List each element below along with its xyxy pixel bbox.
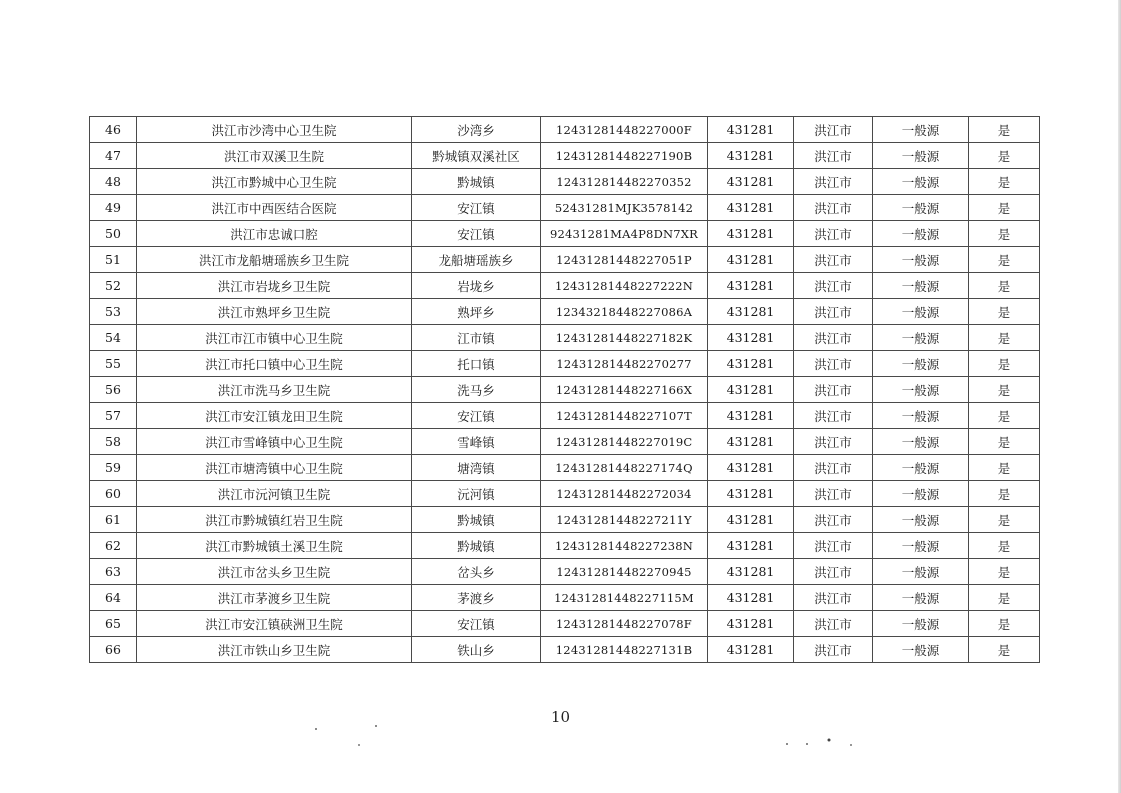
cell-credit-code: 92431281MA4P8DN7XR — [541, 221, 708, 247]
cell-city: 洪江市 — [794, 611, 873, 637]
table-row — [90, 533, 1040, 559]
cell-city: 洪江市 — [794, 637, 873, 663]
cell-index: 64 — [90, 585, 137, 611]
cell-city: 洪江市 — [794, 117, 873, 143]
cell-flag: 是 — [969, 429, 1040, 455]
cell-area-code: 431281 — [708, 143, 794, 169]
cell-location: 江市镇 — [412, 325, 541, 351]
cell-area-code: 431281 — [708, 507, 794, 533]
cell-location: 塘湾镇 — [412, 455, 541, 481]
cell-area-code: 431281 — [708, 585, 794, 611]
cell-source-type: 一般源 — [873, 169, 969, 195]
cell-flag: 是 — [969, 143, 1040, 169]
cell-facility-name: 洪江市茅渡乡卫生院 — [137, 585, 412, 611]
cell-index: 50 — [90, 221, 137, 247]
cell-location: 安江镇 — [412, 403, 541, 429]
cell-index: 65 — [90, 611, 137, 637]
cell-index: 58 — [90, 429, 137, 455]
cell-index: 59 — [90, 455, 137, 481]
table-row — [90, 351, 1040, 377]
cell-facility-name: 洪江市洗马乡卫生院 — [137, 377, 412, 403]
cell-area-code: 431281 — [708, 377, 794, 403]
cell-location: 安江镇 — [412, 221, 541, 247]
cell-credit-code: 12431281448227211Y — [541, 507, 708, 533]
cell-facility-name: 洪江市中西医结合医院 — [137, 195, 412, 221]
cell-location: 安江镇 — [412, 611, 541, 637]
cell-source-type: 一般源 — [873, 559, 969, 585]
cell-source-type: 一般源 — [873, 403, 969, 429]
cell-credit-code: 12431281448227000F — [541, 117, 708, 143]
cell-source-type: 一般源 — [873, 247, 969, 273]
cell-city: 洪江市 — [794, 429, 873, 455]
cell-flag: 是 — [969, 611, 1040, 637]
cell-location: 黔城镇 — [412, 507, 541, 533]
table-row — [90, 325, 1040, 351]
cell-area-code: 431281 — [708, 637, 794, 663]
cell-source-type: 一般源 — [873, 533, 969, 559]
cell-city: 洪江市 — [794, 351, 873, 377]
cell-source-type: 一般源 — [873, 351, 969, 377]
table-row — [90, 273, 1040, 299]
cell-city: 洪江市 — [794, 221, 873, 247]
table-row — [90, 299, 1040, 325]
cell-credit-code: 12343218448227086A — [541, 299, 708, 325]
cell-facility-name: 洪江市黔城镇土溪卫生院 — [137, 533, 412, 559]
cell-city: 洪江市 — [794, 195, 873, 221]
cell-source-type: 一般源 — [873, 325, 969, 351]
cell-city: 洪江市 — [794, 143, 873, 169]
cell-area-code: 431281 — [708, 481, 794, 507]
cell-facility-name: 洪江市安江镇龙田卫生院 — [137, 403, 412, 429]
cell-source-type: 一般源 — [873, 143, 969, 169]
table-row — [90, 143, 1040, 169]
table-row — [90, 377, 1040, 403]
cell-area-code: 431281 — [708, 273, 794, 299]
cell-city: 洪江市 — [794, 455, 873, 481]
cell-facility-name: 洪江市岔头乡卫生院 — [137, 559, 412, 585]
cell-location: 黔城镇 — [412, 533, 541, 559]
cell-credit-code: 12431281448227051P — [541, 247, 708, 273]
cell-flag: 是 — [969, 351, 1040, 377]
cell-flag: 是 — [969, 221, 1040, 247]
cell-source-type: 一般源 — [873, 507, 969, 533]
facility-table — [89, 116, 1040, 663]
cell-location: 洗马乡 — [412, 377, 541, 403]
cell-flag: 是 — [969, 169, 1040, 195]
cell-source-type: 一般源 — [873, 611, 969, 637]
cell-index: 66 — [90, 637, 137, 663]
cell-city: 洪江市 — [794, 559, 873, 585]
cell-area-code: 431281 — [708, 403, 794, 429]
cell-area-code: 431281 — [708, 559, 794, 585]
cell-facility-name: 洪江市龙船塘瑶族乡卫生院 — [137, 247, 412, 273]
cell-facility-name: 洪江市托口镇中心卫生院 — [137, 351, 412, 377]
cell-index: 47 — [90, 143, 137, 169]
cell-location: 岩垅乡 — [412, 273, 541, 299]
cell-index: 62 — [90, 533, 137, 559]
cell-credit-code: 12431281448227019C — [541, 429, 708, 455]
cell-city: 洪江市 — [794, 377, 873, 403]
cell-source-type: 一般源 — [873, 429, 969, 455]
cell-index: 57 — [90, 403, 137, 429]
cell-source-type: 一般源 — [873, 299, 969, 325]
cell-index: 48 — [90, 169, 137, 195]
cell-flag: 是 — [969, 325, 1040, 351]
cell-location: 黔城镇双溪社区 — [412, 143, 541, 169]
table-row — [90, 221, 1040, 247]
cell-flag: 是 — [969, 299, 1040, 325]
cell-credit-code: 12431281448227238N — [541, 533, 708, 559]
cell-index: 54 — [90, 325, 137, 351]
cell-index: 52 — [90, 273, 137, 299]
cell-credit-code: 12431281448227131B — [541, 637, 708, 663]
cell-facility-name: 洪江市岩垅乡卫生院 — [137, 273, 412, 299]
cell-city: 洪江市 — [794, 533, 873, 559]
cell-index: 55 — [90, 351, 137, 377]
cell-facility-name: 洪江市双溪卫生院 — [137, 143, 412, 169]
table-row — [90, 481, 1040, 507]
cell-location: 雪峰镇 — [412, 429, 541, 455]
cell-facility-name: 洪江市熟坪乡卫生院 — [137, 299, 412, 325]
table-row — [90, 559, 1040, 585]
cell-credit-code: 12431281448227166X — [541, 377, 708, 403]
cell-credit-code: 12431281448227174Q — [541, 455, 708, 481]
cell-facility-name: 洪江市忠诚口腔 — [137, 221, 412, 247]
cell-facility-name: 洪江市沅河镇卫生院 — [137, 481, 412, 507]
cell-area-code: 431281 — [708, 221, 794, 247]
cell-flag: 是 — [969, 455, 1040, 481]
cell-location: 黔城镇 — [412, 169, 541, 195]
cell-area-code: 431281 — [708, 325, 794, 351]
cell-city: 洪江市 — [794, 273, 873, 299]
cell-city: 洪江市 — [794, 299, 873, 325]
cell-index: 60 — [90, 481, 137, 507]
cell-flag: 是 — [969, 377, 1040, 403]
cell-location: 安江镇 — [412, 195, 541, 221]
cell-location: 沅河镇 — [412, 481, 541, 507]
cell-index: 53 — [90, 299, 137, 325]
cell-location: 熟坪乡 — [412, 299, 541, 325]
cell-location: 茅渡乡 — [412, 585, 541, 611]
table-row — [90, 507, 1040, 533]
cell-area-code: 431281 — [708, 611, 794, 637]
cell-location: 岔头乡 — [412, 559, 541, 585]
cell-flag: 是 — [969, 273, 1040, 299]
cell-credit-code: 124312814482270945 — [541, 559, 708, 585]
cell-flag: 是 — [969, 559, 1040, 585]
cell-source-type: 一般源 — [873, 455, 969, 481]
table-row — [90, 455, 1040, 481]
table-row — [90, 637, 1040, 663]
cell-facility-name: 洪江市江市镇中心卫生院 — [137, 325, 412, 351]
cell-area-code: 431281 — [708, 533, 794, 559]
cell-source-type: 一般源 — [873, 481, 969, 507]
cell-credit-code: 52431281MJK3578142 — [541, 195, 708, 221]
cell-source-type: 一般源 — [873, 377, 969, 403]
cell-facility-name: 洪江市黔城中心卫生院 — [137, 169, 412, 195]
cell-credit-code: 12431281448227182K — [541, 325, 708, 351]
table-body — [90, 117, 1040, 663]
cell-area-code: 431281 — [708, 117, 794, 143]
cell-location: 龙船塘瑶族乡 — [412, 247, 541, 273]
cell-credit-code: 12431281448227190B — [541, 143, 708, 169]
cell-flag: 是 — [969, 507, 1040, 533]
cell-city: 洪江市 — [794, 169, 873, 195]
table-row — [90, 403, 1040, 429]
cell-facility-name: 洪江市雪峰镇中心卫生院 — [137, 429, 412, 455]
cell-facility-name: 洪江市塘湾镇中心卫生院 — [137, 455, 412, 481]
cell-source-type: 一般源 — [873, 585, 969, 611]
table-row — [90, 611, 1040, 637]
cell-source-type: 一般源 — [873, 273, 969, 299]
cell-flag: 是 — [969, 403, 1040, 429]
cell-location: 沙湾乡 — [412, 117, 541, 143]
cell-area-code: 431281 — [708, 351, 794, 377]
table-row — [90, 117, 1040, 143]
table-row — [90, 195, 1040, 221]
cell-credit-code: 12431281448227078F — [541, 611, 708, 637]
cell-flag: 是 — [969, 117, 1040, 143]
cell-area-code: 431281 — [708, 247, 794, 273]
cell-source-type: 一般源 — [873, 221, 969, 247]
cell-location: 铁山乡 — [412, 637, 541, 663]
cell-source-type: 一般源 — [873, 637, 969, 663]
cell-facility-name: 洪江市铁山乡卫生院 — [137, 637, 412, 663]
cell-area-code: 431281 — [708, 195, 794, 221]
cell-credit-code: 12431281448227107T — [541, 403, 708, 429]
cell-index: 51 — [90, 247, 137, 273]
cell-flag: 是 — [969, 585, 1040, 611]
cell-city: 洪江市 — [794, 481, 873, 507]
cell-index: 46 — [90, 117, 137, 143]
cell-city: 洪江市 — [794, 247, 873, 273]
cell-city: 洪江市 — [794, 585, 873, 611]
cell-index: 56 — [90, 377, 137, 403]
cell-facility-name: 洪江市沙湾中心卫生院 — [137, 117, 412, 143]
cell-facility-name: 洪江市黔城镇红岩卫生院 — [137, 507, 412, 533]
cell-credit-code: 124312814482270352 — [541, 169, 708, 195]
cell-facility-name: 洪江市安江镇硖洲卫生院 — [137, 611, 412, 637]
cell-source-type: 一般源 — [873, 195, 969, 221]
cell-credit-code: 12431281448227115M — [541, 585, 708, 611]
cell-area-code: 431281 — [708, 455, 794, 481]
page-number: 10 — [550, 708, 571, 726]
cell-city: 洪江市 — [794, 403, 873, 429]
cell-index: 61 — [90, 507, 137, 533]
cell-flag: 是 — [969, 247, 1040, 273]
cell-location: 托口镇 — [412, 351, 541, 377]
table-row — [90, 169, 1040, 195]
cell-area-code: 431281 — [708, 429, 794, 455]
cell-area-code: 431281 — [708, 169, 794, 195]
table-row — [90, 247, 1040, 273]
cell-flag: 是 — [969, 195, 1040, 221]
cell-flag: 是 — [969, 637, 1040, 663]
cell-city: 洪江市 — [794, 325, 873, 351]
table-row — [90, 585, 1040, 611]
cell-credit-code: 12431281448227222N — [541, 273, 708, 299]
cell-area-code: 431281 — [708, 299, 794, 325]
cell-credit-code: 124312814482272034 — [541, 481, 708, 507]
cell-flag: 是 — [969, 481, 1040, 507]
cell-city: 洪江市 — [794, 507, 873, 533]
table-row — [90, 429, 1040, 455]
cell-index: 63 — [90, 559, 137, 585]
cell-credit-code: 124312814482270277 — [541, 351, 708, 377]
cell-index: 49 — [90, 195, 137, 221]
cell-flag: 是 — [969, 533, 1040, 559]
cell-source-type: 一般源 — [873, 117, 969, 143]
